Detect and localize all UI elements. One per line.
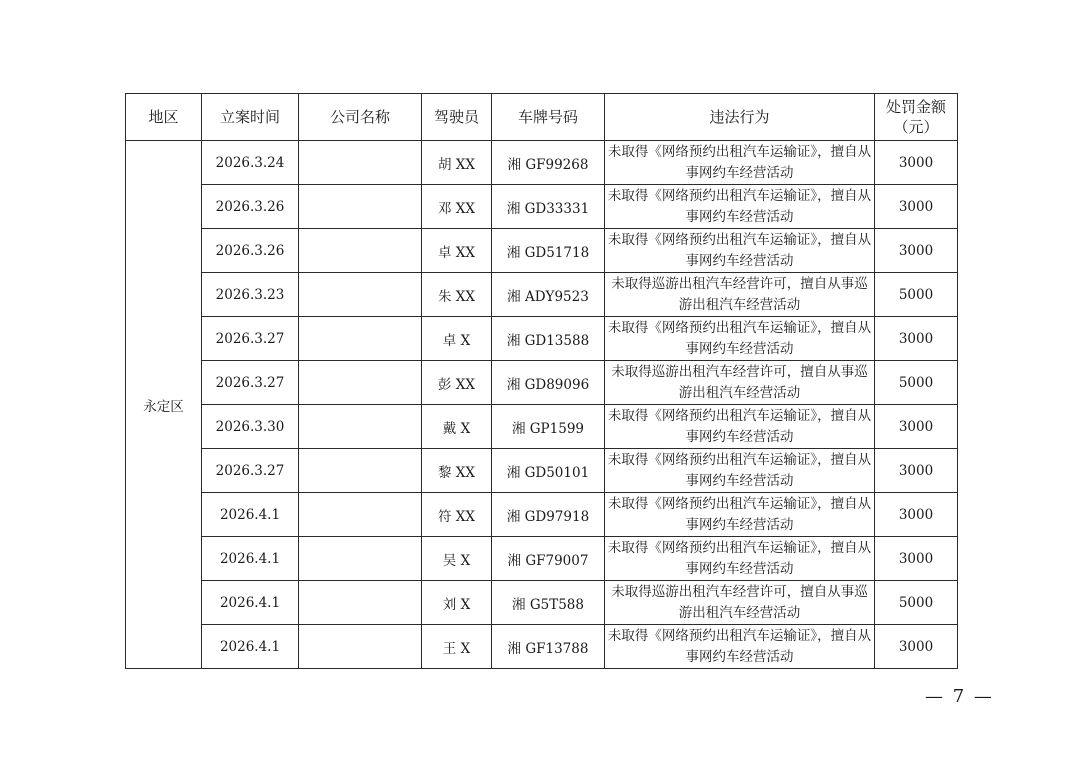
- filing-date-cell: 2026.3.27: [202, 449, 299, 493]
- table-row: [126, 229, 958, 273]
- fine-cell: 5000: [875, 581, 958, 625]
- filing-date-cell: 2026.4.1: [202, 625, 299, 669]
- filing-date-cell: 2026.4.1: [202, 493, 299, 537]
- table-body: [126, 141, 958, 669]
- driver-cell: 邓 XX: [422, 185, 492, 229]
- company-cell: [299, 449, 422, 493]
- table-row: [126, 141, 958, 185]
- plate-cell: 湘 GF79007: [492, 537, 605, 581]
- table-row: [126, 317, 958, 361]
- company-cell: [299, 317, 422, 361]
- filing-date-cell: 2026.3.30: [202, 405, 299, 449]
- filing-date-cell: 2026.3.26: [202, 185, 299, 229]
- header-company: 公司名称: [299, 94, 422, 141]
- plate-cell: 湘 GD13588: [492, 317, 605, 361]
- header-violation: 违法行为: [605, 94, 875, 141]
- plate-cell: 湘 GF13788: [492, 625, 605, 669]
- company-cell: [299, 581, 422, 625]
- table-row: [126, 625, 958, 669]
- header-region: 地区: [126, 94, 202, 141]
- driver-cell: 戴 X: [422, 405, 492, 449]
- header-filing-date: 立案时间: [202, 94, 299, 141]
- violation-cell: 未取得巡游出租汽车经营许可，擅自从事巡游出租汽车经营活动: [605, 581, 875, 625]
- violation-cell: 未取得《网络预约出租汽车运输证》，擅自从事网约车经营活动: [605, 449, 875, 493]
- violation-cell: 未取得《网络预约出租汽车运输证》，擅自从事网约车经营活动: [605, 185, 875, 229]
- header-plate: 车牌号码: [492, 94, 605, 141]
- driver-cell: 彭 XX: [422, 361, 492, 405]
- header-fine: 处罚金额（元）: [875, 94, 958, 141]
- driver-cell: 朱 XX: [422, 273, 492, 317]
- driver-cell: 吴 X: [422, 537, 492, 581]
- violation-cell: 未取得《网络预约出租汽车运输证》，擅自从事网约车经营活动: [605, 405, 875, 449]
- company-cell: [299, 537, 422, 581]
- region-cell: 永定区: [126, 141, 202, 669]
- header-driver: 驾驶员: [422, 94, 492, 141]
- company-cell: [299, 361, 422, 405]
- company-cell: [299, 405, 422, 449]
- table-row: [126, 185, 958, 229]
- table-row: [126, 361, 958, 405]
- page-number: — 7 —: [925, 686, 994, 707]
- driver-cell: 刘 X: [422, 581, 492, 625]
- plate-cell: 湘 G5T588: [492, 581, 605, 625]
- violation-cell: 未取得《网络预约出租汽车运输证》，擅自从事网约车经营活动: [605, 493, 875, 537]
- filing-date-cell: 2026.3.23: [202, 273, 299, 317]
- fine-cell: 3000: [875, 185, 958, 229]
- company-cell: [299, 185, 422, 229]
- fine-cell: 3000: [875, 317, 958, 361]
- violation-cell: 未取得《网络预约出租汽车运输证》，擅自从事网约车经营活动: [605, 229, 875, 273]
- table-row: [126, 449, 958, 493]
- plate-cell: 湘 GD51718: [492, 229, 605, 273]
- table-header-row: [126, 94, 958, 141]
- plate-cell: 湘 GD33331: [492, 185, 605, 229]
- plate-cell: 湘 GD50101: [492, 449, 605, 493]
- filing-date-cell: 2026.3.27: [202, 317, 299, 361]
- fine-cell: 3000: [875, 537, 958, 581]
- filing-date-cell: 2026.3.24: [202, 141, 299, 185]
- company-cell: [299, 273, 422, 317]
- table-row: [126, 493, 958, 537]
- violation-cell: 未取得《网络预约出租汽车运输证》，擅自从事网约车经营活动: [605, 537, 875, 581]
- driver-cell: 黎 XX: [422, 449, 492, 493]
- plate-cell: 湘 GF99268: [492, 141, 605, 185]
- company-cell: [299, 625, 422, 669]
- plate-cell: 湘 ADY9523: [492, 273, 605, 317]
- filing-date-cell: 2026.4.1: [202, 537, 299, 581]
- fine-cell: 3000: [875, 229, 958, 273]
- fine-cell: 5000: [875, 361, 958, 405]
- filing-date-cell: 2026.4.1: [202, 581, 299, 625]
- filing-date-cell: 2026.3.26: [202, 229, 299, 273]
- violation-cell: 未取得《网络预约出租汽车运输证》，擅自从事网约车经营活动: [605, 317, 875, 361]
- fine-cell: 3000: [875, 449, 958, 493]
- table-row: [126, 273, 958, 317]
- plate-cell: 湘 GD97918: [492, 493, 605, 537]
- filing-date-cell: 2026.3.27: [202, 361, 299, 405]
- company-cell: [299, 493, 422, 537]
- fine-cell: 3000: [875, 405, 958, 449]
- violation-cell: 未取得巡游出租汽车经营许可，擅自从事巡游出租汽车经营活动: [605, 273, 875, 317]
- penalty-table: [125, 93, 958, 669]
- company-cell: [299, 141, 422, 185]
- driver-cell: 王 X: [422, 625, 492, 669]
- driver-cell: 卓 X: [422, 317, 492, 361]
- table-row: [126, 537, 958, 581]
- table-row: [126, 581, 958, 625]
- fine-cell: 3000: [875, 493, 958, 537]
- fine-cell: 5000: [875, 273, 958, 317]
- fine-cell: 3000: [875, 141, 958, 185]
- violation-cell: 未取得《网络预约出租汽车运输证》，擅自从事网约车经营活动: [605, 141, 875, 185]
- driver-cell: 符 XX: [422, 493, 492, 537]
- violation-cell: 未取得巡游出租汽车经营许可，擅自从事巡游出租汽车经营活动: [605, 361, 875, 405]
- table-row: [126, 405, 958, 449]
- plate-cell: 湘 GP1599: [492, 405, 605, 449]
- fine-cell: 3000: [875, 625, 958, 669]
- driver-cell: 胡 XX: [422, 141, 492, 185]
- plate-cell: 湘 GD89096: [492, 361, 605, 405]
- company-cell: [299, 229, 422, 273]
- driver-cell: 卓 XX: [422, 229, 492, 273]
- violation-cell: 未取得《网络预约出租汽车运输证》，擅自从事网约车经营活动: [605, 625, 875, 669]
